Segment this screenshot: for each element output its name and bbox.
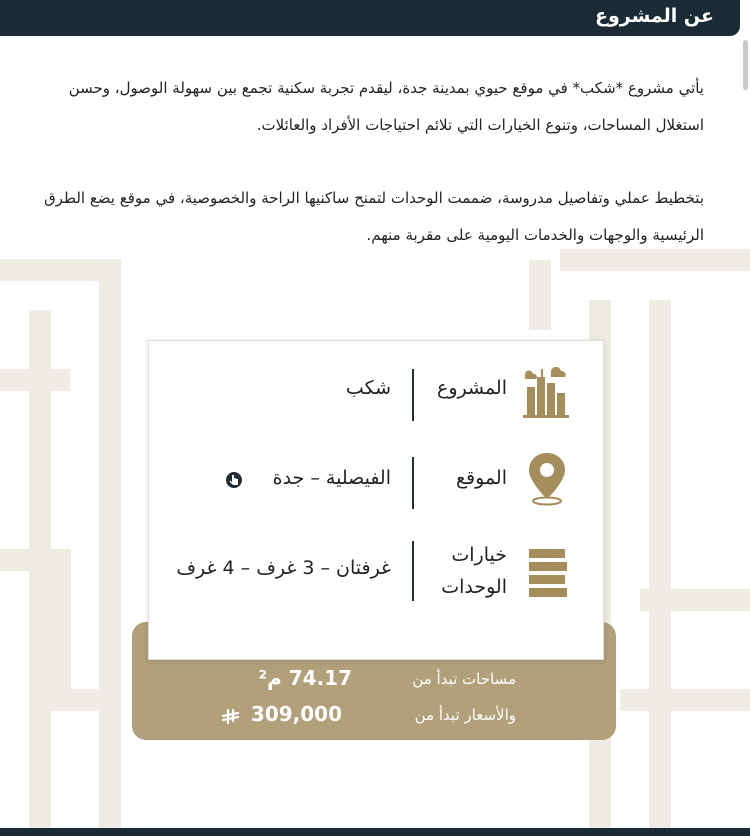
buildings-icon [521,361,573,419]
intro-paragraph-1: يأتي مشروع *شكب* في موقع حيوي بمدينة جدة، ليقدم تجربة سكنية تجمع بين سهولة الوصول، وحسن استغلال المساحات، وتنوع الخيارات التي تلائم احتياجات الأفراد والعائلات. [68,79,704,134]
location-row [149,449,603,529]
footer-bar [0,828,750,836]
project-row [149,361,603,441]
stacked-bars-icon [521,541,573,599]
project-value: شكب [345,377,391,399]
project-info-card [148,340,604,660]
price-label: والأسعار تبدأ من [414,706,516,724]
location-value[interactable]: الفيصلية – جدة [272,467,391,489]
pointer-hand-icon[interactable] [225,471,243,489]
map-pin-icon [521,449,573,507]
price-value: 309,000 [250,702,342,726]
location-label: الموقع [455,467,507,489]
units-divider [412,541,414,601]
section-title: عن المشروع [594,5,714,27]
units-value: غرفتان – 3 غرف – 4 غرف [176,557,391,579]
units-label: خيارات الوحدات [441,544,507,598]
scrollbar-thumb[interactable] [743,40,748,90]
intro-paragraph-2: بتخطيط عملي وتفاصيل مدروسة، ضممت الوحدات لتمنح ساكنيها الراحة والخصوصية، في موقع يضع الطرق الرئيسية والوجهات والخدمات اليومية على مقربة منهم. [44,189,704,244]
riyal-symbol-icon [222,708,240,726]
project-divider [412,369,414,421]
location-divider [412,457,414,509]
project-label: المشروع [437,377,507,399]
area-label: مساحات تبدأ من [412,670,516,688]
section-header [0,0,740,36]
units-row [149,537,603,617]
area-value: 74.17 م² [258,666,352,690]
